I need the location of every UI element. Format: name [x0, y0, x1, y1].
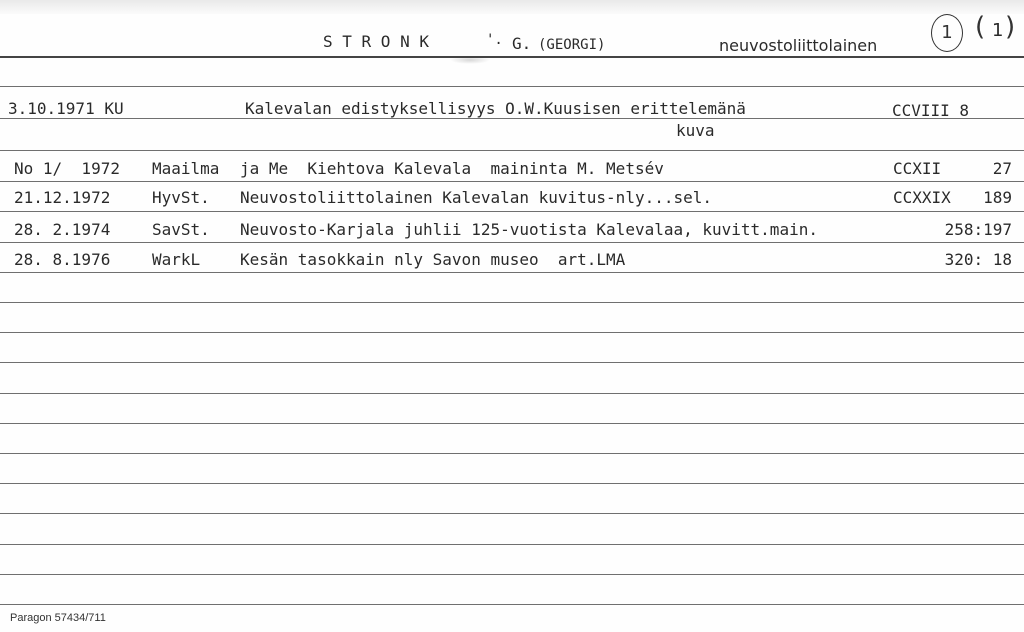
entry-title: Kalevalan edistyksellisyys O.W.Kuusisen erittelemänä [245, 99, 746, 118]
entry-ref: 320: 18 [944, 250, 1012, 269]
rule [0, 393, 1024, 394]
rule [0, 302, 1024, 303]
card-sub-number: 1 [992, 20, 1004, 41]
rule [0, 604, 1024, 605]
card-sub-open-paren: ( [975, 12, 986, 42]
entry-source: SavSt. [152, 220, 210, 239]
entry-source: WarkL [152, 250, 201, 269]
rule [0, 181, 1024, 182]
rule [0, 332, 1024, 333]
rule [0, 544, 1024, 545]
entry-ref: 258:197 [944, 220, 1012, 239]
nationality: neuvostoliittolainen [719, 36, 878, 55]
rule [0, 513, 1024, 514]
entry-title: ja Me Kiehtova Kalevala maininta M. Metsév [240, 159, 664, 178]
card-number-circle [931, 14, 963, 52]
entry-ref: CCVIII 8 [892, 101, 970, 120]
entry-date: 21.12.1972 [14, 188, 111, 207]
header-rule [0, 56, 1024, 58]
entry-title: Kesän tasokkain nly Savon museo art.LMA [240, 250, 626, 269]
rule [0, 574, 1024, 575]
rule [0, 118, 1024, 119]
rule [0, 150, 1024, 151]
entry-date: 28. 2.1974 [14, 220, 111, 239]
entry-title: Neuvostoliittolainen Kalevalan kuvitus-nly...sel. [240, 188, 713, 207]
rule [0, 423, 1024, 424]
entry-source: HyvSt. [152, 188, 210, 207]
initials: G. [512, 34, 532, 53]
rule [0, 242, 1024, 243]
rule [0, 362, 1024, 363]
header-mark: '. [486, 32, 503, 48]
rule [0, 483, 1024, 484]
rule [0, 211, 1024, 212]
rule [0, 272, 1024, 273]
rule [0, 86, 1024, 87]
entry-date: 28. 8.1976 [14, 250, 111, 269]
rule [0, 453, 1024, 454]
entry-date: No 1/ 1972 [14, 159, 120, 178]
scan-shadow [0, 0, 1024, 14]
entry-ref-page: 27 [992, 159, 1012, 178]
entry-note: kuva [676, 121, 715, 140]
entry-title: Neuvosto-Karjala juhlii 125-vuotista Kalevalaa, kuvitt.main. [240, 220, 818, 239]
entry-date: 3.10.1971 KU [8, 99, 124, 118]
given-name: (GEORGI) [538, 37, 606, 53]
card-number: 1 [941, 22, 953, 43]
printer-imprint: Paragon 57434/711 [10, 612, 106, 624]
surname: S T R O N K [323, 32, 429, 51]
entry-ref: CCXII [893, 159, 942, 178]
entry-ref-page: 189 [983, 188, 1012, 207]
entry-source: Maailma [152, 159, 220, 178]
card-sub-close-paren: ) [1005, 12, 1016, 42]
entry-ref: CCXXIX [893, 188, 951, 207]
